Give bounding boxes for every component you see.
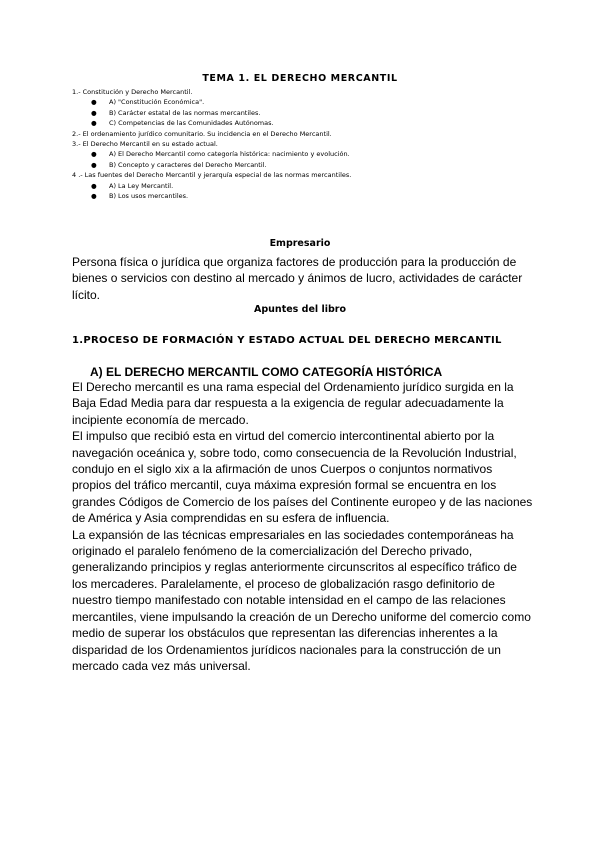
outline-subitem xyxy=(72,97,542,107)
bullet-icon: ● xyxy=(91,160,97,169)
bullet-icon: ● xyxy=(91,119,97,128)
body-text xyxy=(72,379,534,674)
outline-item: 3.- El Derecho Mercantil en su estado actual. xyxy=(72,140,218,149)
empresario-definition xyxy=(72,254,534,303)
paragraph: La expansión de las técnicas empresariales en las sociedades contemporáneas ha originado el paralelo fenómeno de la comercialización del Derecho privado, generalizando principios y reglas anteriormente circunscritos al específico tráfico de los mercaderes. Paralelamente, el proceso de globalización rasgo definitorio de nuestro tiempo manifestado con notable intensidad en el campo de las relaciones mercantiles, viene impulsando la creación de un Derecho uniforme del comercio como medio de superar los obstáculos que representan las diferencias inherentes a la disparidad de los Ordenamientos jurídicos nacionales para la construcción de un mercado cada vez más universal. xyxy=(72,527,531,673)
outline-subitem xyxy=(72,149,542,159)
bullet-icon: ● xyxy=(91,98,97,107)
definition-text: Persona física o jurídica que organiza factores de producción para la producción de bienes o servicios con destino al mercado y ánimos de lucro, actividades de carácter lícito. xyxy=(72,255,523,302)
outline-subitem-text: A) La Ley Mercantil. xyxy=(109,181,174,190)
outline-subitem-text: C) Competencias de las Comunidades Autónomas. xyxy=(109,119,274,128)
outline-subitem-text: A) El Derecho Mercantil como categoría histórica: nacimiento y evolución. xyxy=(109,150,350,159)
subsection-heading: A) EL DERECHO MERCANTIL COMO CATEGORÍA HISTÓRICA xyxy=(90,365,443,379)
outline-subitem xyxy=(72,118,542,128)
empresario-heading: Empresario xyxy=(269,238,331,249)
outline-subitem xyxy=(72,191,542,201)
outline-item: 1.- Constitución y Derecho Mercantil. xyxy=(72,88,193,96)
outline-subitem-text: B) Carácter estatal de las normas mercantiles. xyxy=(109,108,261,117)
outline-subitem-text: B) Concepto y caracteres del Derecho Mercantil. xyxy=(109,160,267,169)
apuntes-heading: Apuntes del libro xyxy=(254,304,346,315)
bullet-icon: ● xyxy=(91,192,97,201)
outline-item: 2.- El ordenamiento jurídico comunitario. Su incidencia en el Derecho Mercantil. xyxy=(72,129,332,138)
bullet-icon: ● xyxy=(91,108,97,117)
paragraph: El Derecho mercantil es una rama especial del Ordenamiento jurídico surgida en la Baja Edad Media para dar respuesta a la exigencia de regular adecuadamente la incipiente economía de mercado. xyxy=(72,380,514,427)
outline-subitem xyxy=(72,160,542,170)
page-title: TEMA 1. EL DERECHO MERCANTIL xyxy=(202,73,398,84)
outline-subitem-text: A) "Constitución Económica". xyxy=(109,98,205,107)
outline-item: 4 .- Las fuentes del Derecho Mercantil y jerarquía especial de las normas mercantiles. xyxy=(72,171,352,180)
section-heading: 1.PROCESO DE FORMACIÓN Y ESTADO ACTUAL DEL DERECHO MERCANTIL xyxy=(72,335,502,346)
outline-subitem xyxy=(72,108,542,118)
outline-subitem-text: B) Los usos mercantiles. xyxy=(109,192,189,201)
bullet-icon: ● xyxy=(91,181,97,190)
paragraph: El impulso que recibió esta en virtud del comercio intercontinental abierto por la navegación oceánica y, sobre todo, como consecuencia de la Revolución Industrial, condujo en el siglo xix a la afirmación de unos Cuerpos o conjuntos normativos propios del tráfico mercantil, cuya máxima expresión formal se encuentra en los grandes Códigos de Comercio de los países del Continente europeo y de las naciones de América y Asia comprendidas en su esfera de influencia. xyxy=(72,429,533,526)
bullet-icon: ● xyxy=(91,150,97,159)
outline-subitem xyxy=(72,181,542,191)
outline xyxy=(72,87,542,201)
